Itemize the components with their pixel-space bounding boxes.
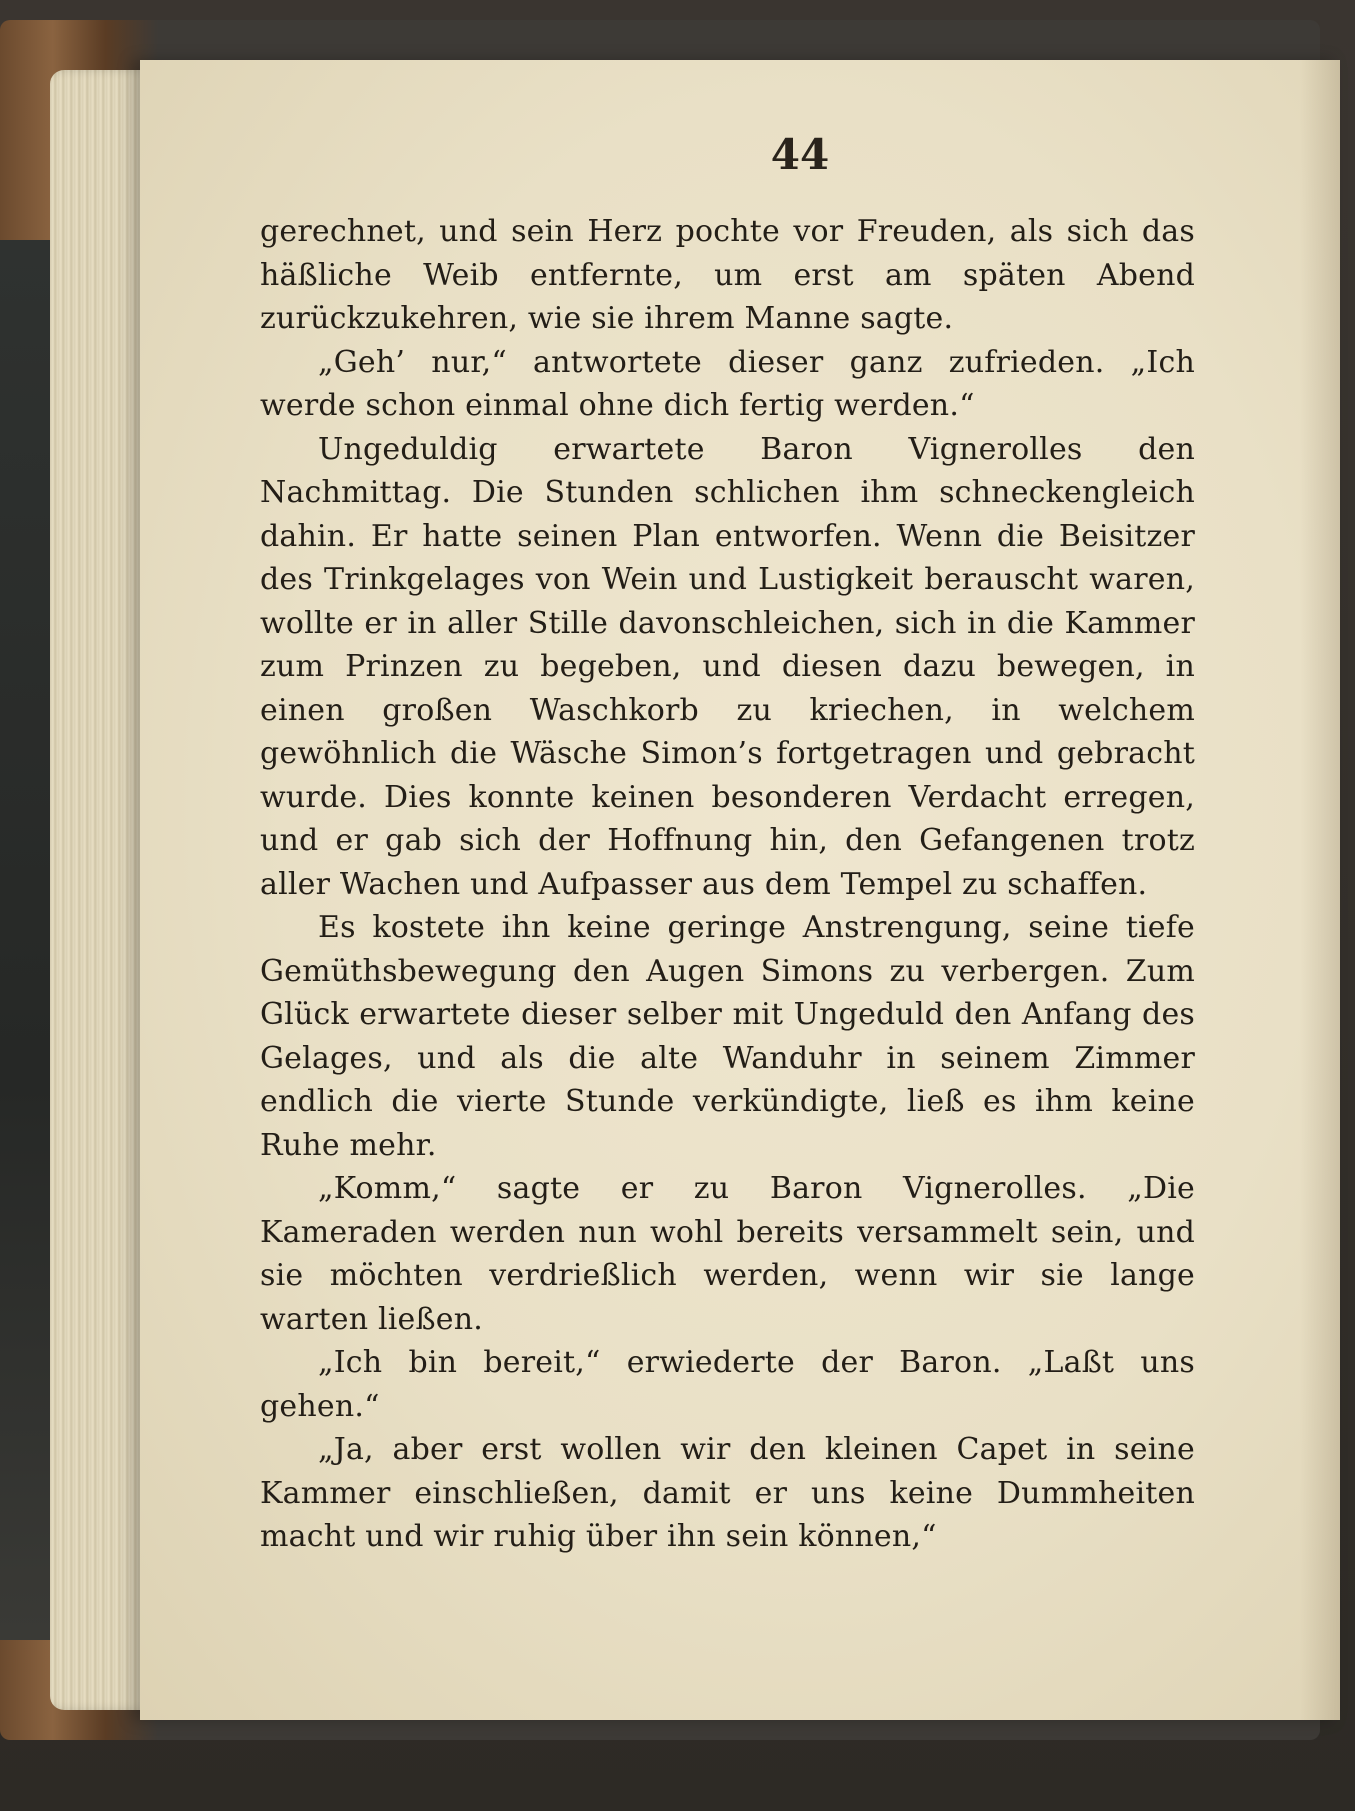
paragraph: „Ich bin bereit,“ erwiederte der Baron. „Laßt uns gehen.“ <box>260 1345 1195 1424</box>
page-number: 44 <box>770 130 830 179</box>
paragraph: „Komm,“ sagte er zu Baron Vignerolles. „Die Kameraden werden nun wohl bereits versammelt sein, und sie möchten verdrießlich werden, wenn wir sie lange warten ließen. <box>260 1171 1195 1337</box>
paragraph: „Ja, aber erst wollen wir den kleinen Capet in seine Kammer einschließen, damit er uns keine Dummheiten macht und wir ruhig über ihn sein können,“ <box>260 1432 1195 1554</box>
paragraph: gerechnet, und sein Herz pochte vor Freuden, als sich das häßliche Weib entfernte, um erst am späten Abend zurückzukehren, wie sie ihrem Manne sagte. <box>260 214 1195 336</box>
page <box>140 60 1340 1720</box>
body-text <box>260 210 1195 1559</box>
paragraph: Ungeduldig erwartete Baron Vignerolles den Nachmittag. Die Stunden schlichen ihm schneckengleich dahin. Er hatte seinen Plan entworfen. Wenn die Beisitzer des Trinkgelages von Wein und Lustigkeit berauscht waren, wollte er in aller Stille davonschleichen, sich in die Kammer zum Prinzen zu begeben, und diesen dazu bewegen, in einen großen Waschkorb zu kriechen, in welchem gewöhnlich die Wäsche Simon’s fortgetragen und gebracht wurde. Dies konnte keinen besonderen Verdacht erregen, und er gab sich der Hoffnung hin, den Gefangenen trotz aller Wachen und Aufpasser aus dem Tempel zu schaffen. <box>260 431 1195 902</box>
paragraph: Es kostete ihn keine geringe Anstrengung, seine tiefe Gemüthsbewegung den Augen Simons zu verbergen. Zum Glück erwartete dieser selber mit Ungeduld den Anfang des Gelages, und als die alte Wanduhr in seinem Zimmer endlich die vierte Stunde verkündigte, ließ es ihm keine Ruhe mehr. <box>260 910 1195 1163</box>
paragraph: „Geh’ nur,“ antwortete dieser ganz zufrieden. „Ich werde schon einmal ohne dich fertig werden.“ <box>260 344 1195 423</box>
